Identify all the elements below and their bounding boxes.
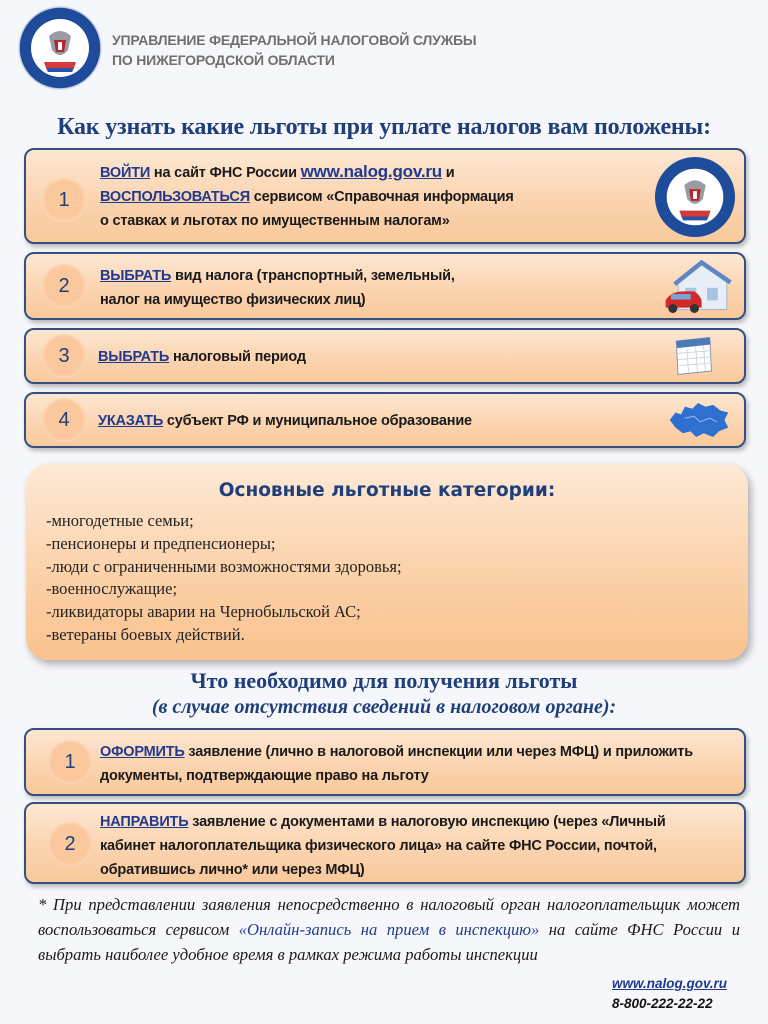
categories-title: Основные льготные категории: bbox=[218, 480, 556, 501]
organization-name bbox=[112, 30, 476, 70]
step-text-line: обратившись лично* или через МФЦ) bbox=[100, 862, 365, 878]
step-verb: НАПРАВИТЬ bbox=[100, 814, 189, 830]
list-item: -люди с ограниченными возможностями здоровья; bbox=[46, 556, 402, 576]
list-item: -военнослужащие; bbox=[46, 579, 178, 599]
online-booking-service: «Онлайн-запись на прием в инспекцию» bbox=[238, 920, 540, 939]
step-text-part: вид налога (транспортный, земельный, bbox=[171, 268, 455, 284]
step-number-circle: 2 bbox=[48, 822, 92, 866]
step-number-circle: 2 bbox=[42, 264, 86, 308]
calendar-icon bbox=[670, 334, 716, 378]
need-step-2-box bbox=[24, 802, 746, 884]
step-verb: ВОЙТИ bbox=[100, 165, 151, 181]
step-text-part: заявление (лично в налоговой инспекции или через МФЦ) и приложить bbox=[184, 744, 693, 760]
step-4-text bbox=[98, 409, 638, 433]
step-text-part: сервисом «Справочная информация bbox=[249, 189, 514, 205]
need-step-1-box bbox=[24, 728, 746, 796]
phone-number: 8-800-222-22-22 bbox=[612, 996, 713, 1011]
step-text-part: заявление с документами в налоговую инспекцию (через «Личный bbox=[188, 814, 666, 830]
step-verb: ВЫБРАТЬ bbox=[98, 349, 170, 365]
step-2-text bbox=[100, 264, 640, 312]
list-item: -ветераны боевых действий. bbox=[46, 624, 245, 644]
step-text-line: кабинет налогоплательщика физического лица» на сайте ФНС России, почтой, bbox=[100, 838, 657, 854]
footnote-text: * При представлении заявления непосредственно в налоговый орган налогоплательщик может воспользоваться сервисом bbox=[38, 895, 740, 939]
step-verb: ВЫБРАТЬ bbox=[100, 268, 172, 284]
map-icon bbox=[666, 398, 732, 442]
step-3-text bbox=[98, 345, 638, 369]
need-step-1-text bbox=[100, 740, 740, 788]
step-verb: УКАЗАТЬ bbox=[98, 413, 164, 429]
step-text-part: субъект РФ и муниципальное образование bbox=[163, 413, 472, 429]
step-1-box bbox=[24, 148, 746, 244]
header bbox=[18, 6, 758, 98]
contacts bbox=[612, 974, 727, 1014]
step-number-circle: 4 bbox=[42, 398, 86, 442]
need-step-2-text bbox=[100, 810, 740, 882]
step-1-text bbox=[100, 160, 660, 233]
need-title: Что необходимо для получения льготы bbox=[190, 668, 578, 693]
footnote bbox=[38, 892, 740, 967]
fns-emblem-icon bbox=[18, 6, 102, 90]
step-4-box bbox=[24, 392, 746, 448]
categories-box bbox=[26, 464, 748, 660]
main-title: Как узнать какие льготы при уплате налогов вам положены: bbox=[57, 114, 711, 140]
site-link[interactable]: www.nalog.gov.ru bbox=[612, 976, 728, 991]
site-link[interactable]: www.nalog.gov.ru bbox=[300, 162, 442, 181]
step-text-part: и bbox=[441, 165, 455, 181]
step-number-circle: 1 bbox=[42, 178, 86, 222]
step-2-box bbox=[24, 252, 746, 320]
step-text-part: на сайт ФНС России bbox=[150, 165, 301, 181]
need-subtitle: (в случае отсутствия сведений в налоговом органе): bbox=[151, 696, 617, 718]
org-line-2: ПО НИЖЕГОРОДСКОЙ ОБЛАСТИ bbox=[112, 52, 335, 68]
step-number-circle: 1 bbox=[48, 740, 92, 784]
org-line-1: УПРАВЛЕНИЕ ФЕДЕРАЛЬНОЙ НАЛОГОВОЙ СЛУЖБЫ bbox=[112, 32, 477, 48]
step-text-line: документы, подтверждающие право на льготу bbox=[100, 768, 429, 784]
footnote-text: на сайте ФНС России и выбрать наиболее удобное время в рамках режима работы инспекции bbox=[38, 920, 741, 964]
house-car-icon bbox=[662, 256, 734, 316]
step-text-line: налог на имущество физических лиц) bbox=[100, 292, 366, 308]
categories-list bbox=[46, 510, 402, 647]
step-verb: ВОСПОЛЬЗОВАТЬСЯ bbox=[100, 189, 250, 205]
list-item: -ликвидаторы аварии на Чернобыльской АС; bbox=[46, 602, 361, 622]
list-item: -пенсионеры и предпенсионеры; bbox=[46, 533, 276, 553]
step-text-part: налоговый период bbox=[169, 349, 306, 365]
step-verb: ОФОРМИТЬ bbox=[100, 744, 185, 760]
step-number-circle: 3 bbox=[42, 334, 86, 378]
step-3-box bbox=[24, 328, 746, 384]
step-text-line: о ставках и льготах по имущественным налогам» bbox=[100, 213, 450, 229]
list-item: -многодетные семьи; bbox=[46, 511, 194, 530]
fns-emblem-icon bbox=[654, 156, 736, 238]
